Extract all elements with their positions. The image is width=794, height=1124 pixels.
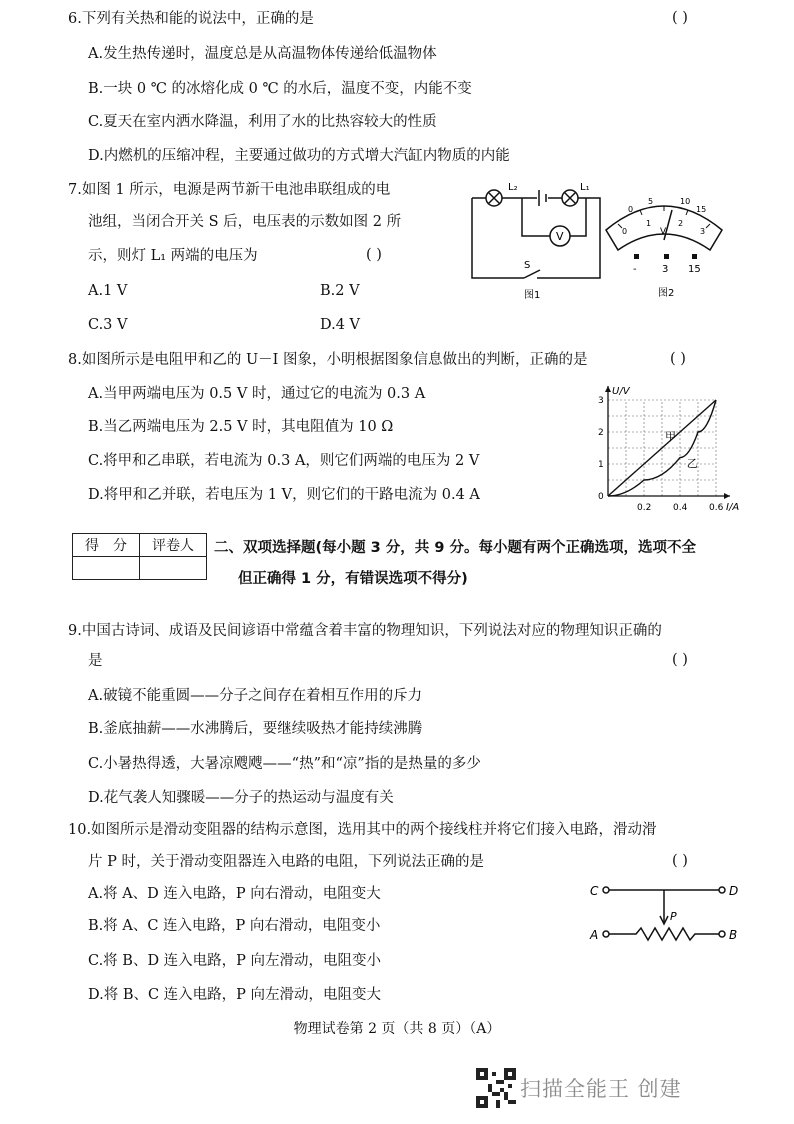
q7-stem-line-1: 7.如图 1 所示，电源是两节新干电池串联组成的电 [68, 182, 391, 198]
scale-top-10: 10 [680, 197, 691, 206]
fig1-caption: 图1 [524, 290, 541, 301]
q9-option-b: B.釜底抽薪——水沸腾后，要继续吸热才能持续沸腾 [88, 721, 423, 737]
q9-option-a: A.破镜不能重圆——分子之间存在着相互作用的斥力 [88, 688, 423, 704]
q10-rheostat-figure [586, 876, 746, 948]
y-tick-label: 1 [598, 460, 604, 470]
q8-option-a: A.当甲两端电压为 0.5 V 时，通过它的电流为 0.3 A [88, 386, 426, 402]
x-axis-arrow-icon [724, 493, 730, 499]
switch-icon [524, 270, 540, 278]
y-tick-label: 3 [598, 396, 604, 406]
grader-cell [140, 557, 207, 580]
q9-stem-line-1: 9.中国古诗词、成语及民间谚语中常蕴含着丰富的物理知识，下列说法对应的物理知识正确的 [68, 623, 662, 639]
y-axis-label: U/V [612, 386, 630, 397]
terminal-15: 15 [688, 264, 701, 275]
q9-answer-paren: ( ) [672, 652, 688, 668]
fig2-caption: 图2 [658, 288, 675, 299]
q7-circuit-figure [462, 178, 607, 303]
q10-option-c: C.将 B、D 连入电路，P 向左滑动，电阻变小 [88, 953, 382, 969]
q9-stem-line-2: 是 [88, 653, 103, 669]
q6-option-b: B.一块 0 ℃ 的冰熔化成 0 ℃ 的水后，温度不变，内能不变 [88, 81, 472, 97]
scale-bottom-1: 1 [646, 219, 652, 228]
section2-title: 二、双项选择题(每小题 3 分，共 9 分。每小题有两个正确选项，选项不全 [214, 540, 696, 556]
scale-top-0: 0 [628, 205, 634, 214]
terminal-3: 3 [662, 264, 669, 275]
q8-option-d: D.将甲和乙并联，若电压为 1 V，则它们的干路电流为 0.4 A [88, 487, 480, 503]
q8-answer-paren: ( ) [670, 351, 686, 367]
q7-option-c: C.3 V [88, 317, 128, 333]
q10-stem-line-1: 10.如图所示是滑动变阻器的结构示意图，选用其中的两个接线柱并将它们接入电路，滑动滑 [68, 822, 657, 838]
q9-option-c: C.小暑热得透，大暑凉飕飕——“热”和“凉”指的是热量的多少 [88, 756, 481, 772]
scale-bottom-2: 2 [678, 219, 684, 228]
label-l1: L₁ [580, 182, 590, 193]
terminal-minus: - [633, 264, 637, 275]
q7-stem-line-2: 池组，当闭合开关 S 后，电压表的示数如图 2 所 [88, 214, 402, 230]
grader-label: 评卷人 [140, 534, 207, 557]
scale-bottom-3: 3 [700, 227, 706, 236]
q10-option-a: A.将 A、D 连入电路，P 向右滑动，电阻变大 [88, 886, 381, 902]
terminal-b: B [729, 928, 738, 942]
y-tick-label: 2 [598, 428, 604, 438]
q10-option-d: D.将 B、C 连入电路，P 向左滑动，电阻变大 [88, 987, 382, 1003]
q8-ui-chart [586, 378, 746, 516]
slider-label-p: P [670, 910, 677, 923]
q8-option-b: B.当乙两端电压为 2.5 V 时，其电阻值为 10 Ω [88, 419, 394, 435]
q6-option-d: D.内燃机的压缩冲程，主要通过做功的方式增大汽缸内物质的内能 [88, 148, 510, 164]
y-tick-label: 0 [598, 492, 604, 502]
q10-stem-line-2: 片 P 时，关于滑动变阻器连入电路的电阻，下列说法正确的是 [88, 854, 484, 870]
score-box [72, 533, 207, 580]
x-axis-label: I/A [726, 502, 740, 513]
section2-title-2: 但正确得 1 分，有错误选项不得分) [238, 571, 468, 587]
q10-option-b: B.将 A、C 连入电路，P 向右滑动，电阻变小 [88, 918, 381, 934]
q7-option-a: A.1 V [88, 283, 128, 299]
q6-answer-paren: ( ) [672, 10, 688, 26]
q6-stem: 6.下列有关热和能的说法中，正确的是 [68, 11, 314, 27]
resistor-coil-icon [609, 928, 719, 940]
x-tick-label: 0.4 [673, 503, 688, 513]
battery-icon [539, 190, 546, 206]
y-axis-arrow-icon [605, 386, 611, 392]
label-v: V [556, 230, 564, 243]
scanner-watermark: 扫描全能王 创建 [520, 1077, 682, 1101]
x-tick-label: 0.2 [637, 503, 652, 513]
q10-answer-paren: ( ) [672, 853, 688, 869]
series-label-yi: 乙 [686, 457, 698, 471]
label-s: S [524, 260, 531, 271]
q8-stem: 8.如图所示是电阻甲和乙的 U－I 图象，小明根据图象信息做出的判断，正确的是 [68, 352, 588, 368]
qr-code-icon [476, 1068, 516, 1108]
q6-option-a: A.发生热传递时，温度总是从高温物体传递给低温物体 [88, 46, 437, 62]
q7-option-b: B.2 V [320, 283, 360, 299]
q7-voltmeter-figure [600, 188, 730, 303]
terminal-d: D [729, 884, 739, 898]
label-l2: L₂ [508, 182, 518, 193]
q7-stem-line-3: 示，则灯 L₁ 两端的电压为 [88, 248, 258, 264]
q9-option-d: D.花气袭人知骤暖——分子的热运动与温度有关 [88, 790, 394, 806]
unit-v: V [660, 227, 667, 237]
score-label: 得 分 [73, 534, 140, 557]
q7-answer-paren: ( ) [366, 247, 382, 263]
scale-bottom-0: 0 [622, 227, 628, 236]
q7-option-d: D.4 V [320, 317, 361, 333]
x-tick-label: 0.6 [709, 503, 724, 513]
series-label-jia: 甲 [665, 430, 676, 443]
terminal-a: A [590, 928, 599, 942]
scale-top-5: 5 [648, 197, 654, 206]
page-footer: 物理试卷第 2 页（共 8 页）（A） [293, 1021, 501, 1037]
q6-option-c: C.夏天在室内洒水降温，利用了水的比热容较大的性质 [88, 114, 437, 130]
scale-top-15: 15 [696, 205, 707, 214]
q8-option-c: C.将甲和乙串联，若电流为 0.3 A，则它们两端的电压为 2 V [88, 453, 480, 469]
terminal-c: C [590, 884, 599, 898]
score-cell [73, 557, 140, 580]
